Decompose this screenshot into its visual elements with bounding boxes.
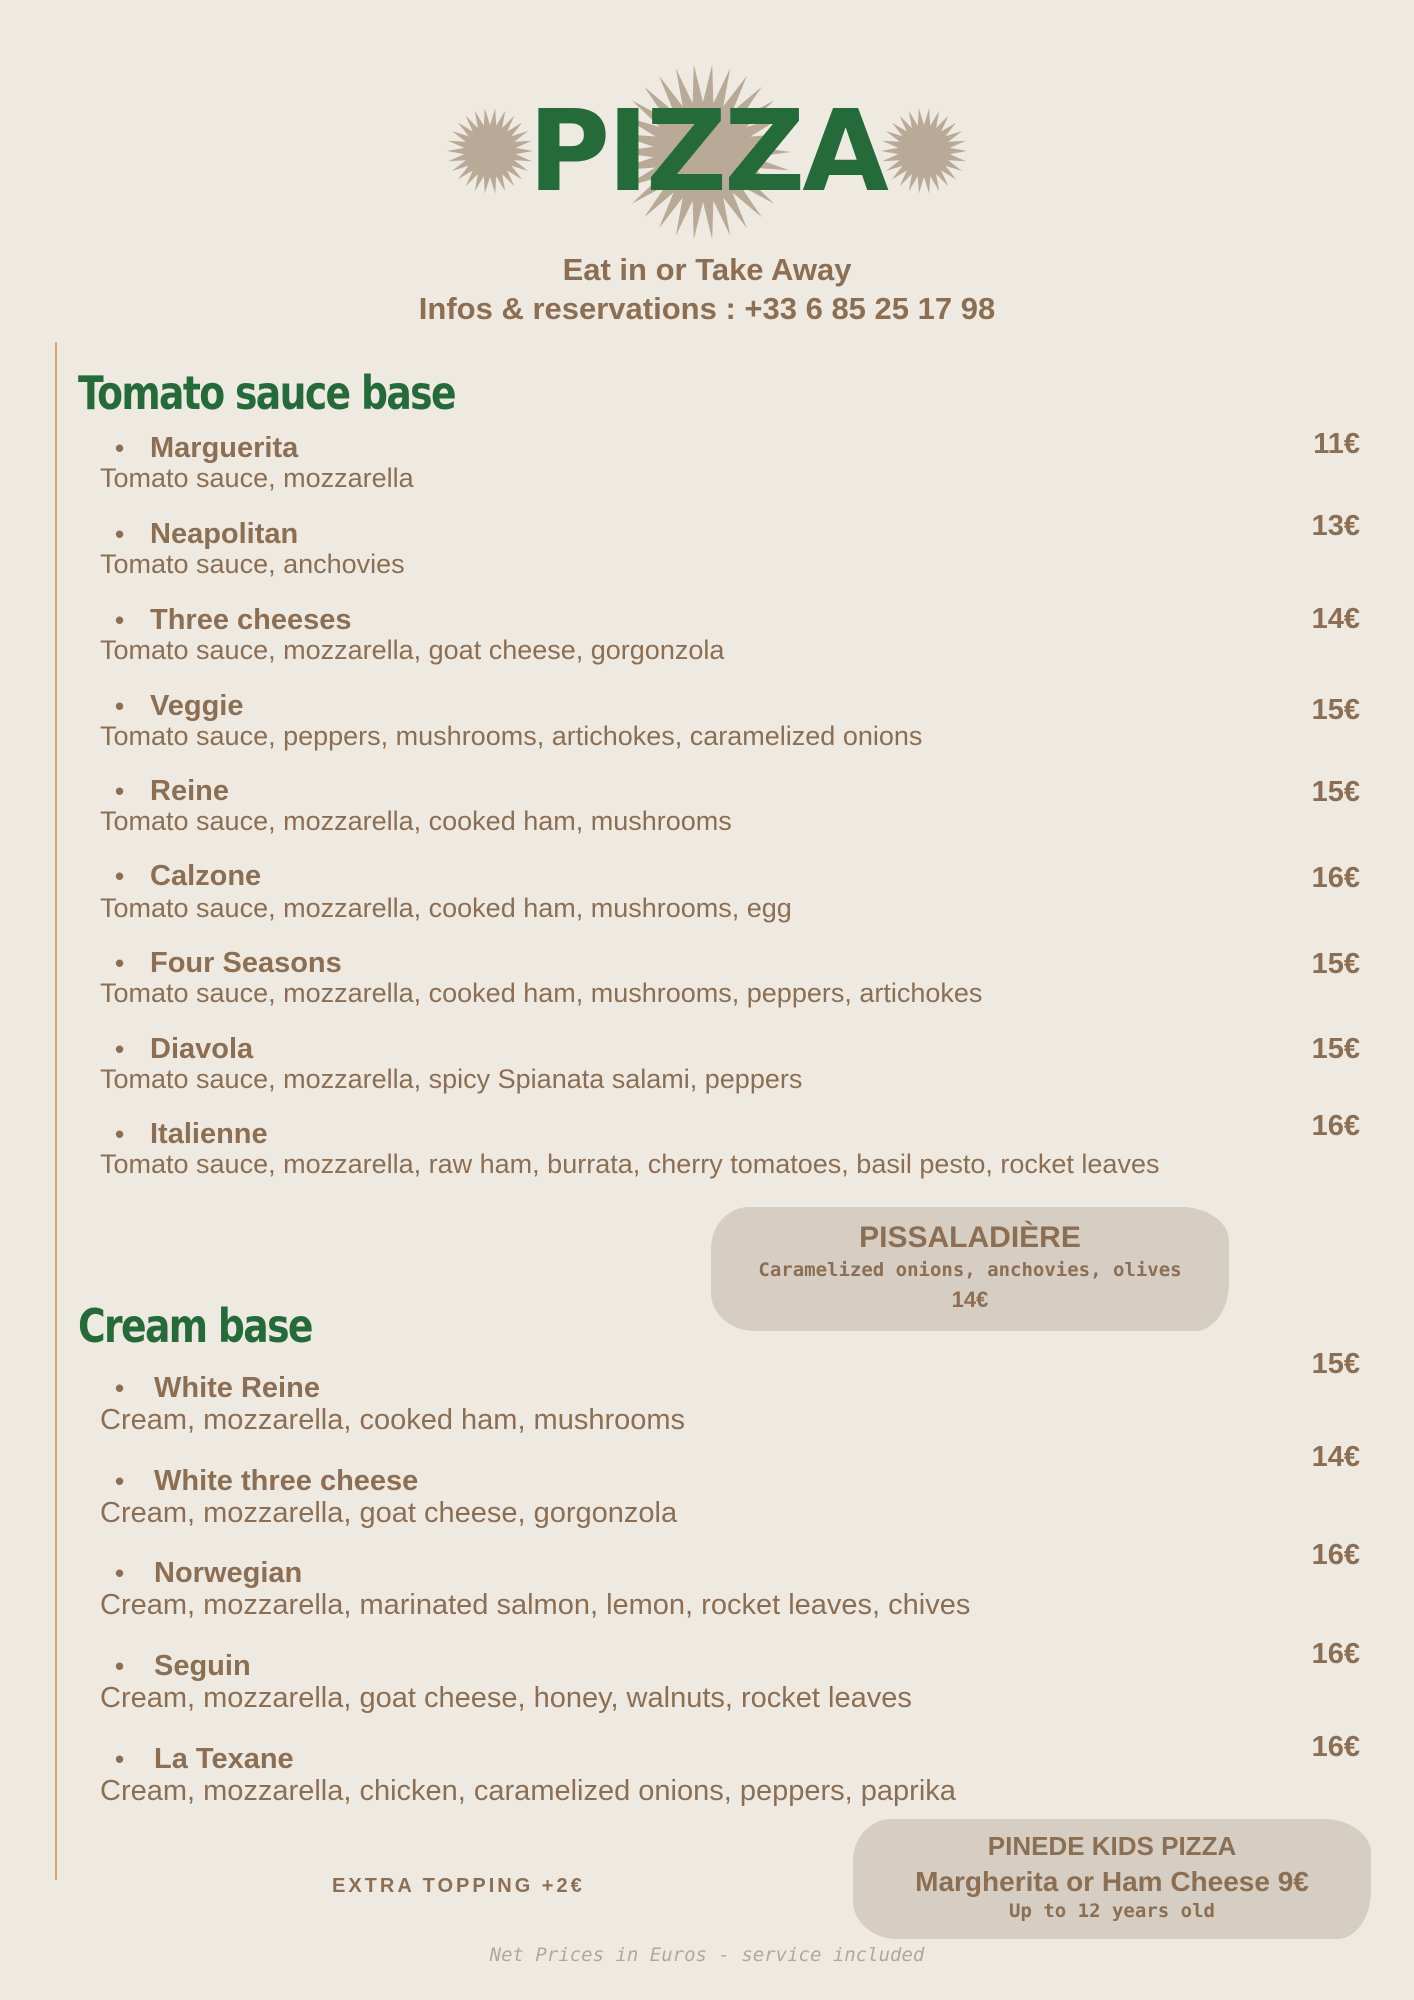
menu-item <box>100 947 1360 1007</box>
item-description: Tomato sauce, mozzarella <box>100 463 414 493</box>
item-description: Cream, mozzarella, goat cheese, honey, walnuts, rocket leaves <box>100 1682 912 1714</box>
item-name: • Reine <box>100 775 1360 807</box>
item-name: • Norwegian <box>100 1557 1360 1589</box>
item-description: Cream, mozzarella, cooked ham, mushrooms <box>100 1404 686 1436</box>
menu-item <box>100 1557 1360 1621</box>
menu-item <box>100 604 1360 664</box>
kids-pizza-callout <box>853 1819 1371 1939</box>
menu-item <box>100 1118 1360 1178</box>
title-block <box>447 60 967 250</box>
menu-item <box>100 1650 1360 1714</box>
item-description: Cream, mozzarella, marinated salmon, lemon, rocket leaves, chives <box>100 1589 971 1621</box>
reservations-info: Infos & reservations : +33 6 85 25 17 98 <box>418 291 996 326</box>
item-price: 15€ <box>1311 776 1360 808</box>
item-description: Tomato sauce, mozzarella, goat cheese, gorgonzola <box>100 635 725 665</box>
kids-pizza-title: PINEDE KIDS PIZZA <box>987 1831 1237 1861</box>
item-name: • Diavola <box>100 1033 1360 1065</box>
kids-pizza-age-note: Up to 12 years old <box>1009 1900 1215 1922</box>
item-name: • Marguerita <box>100 432 1360 464</box>
item-price: 14€ <box>1311 1441 1360 1473</box>
menu-item <box>100 860 1360 922</box>
item-description: Tomato sauce, mozzarella, raw ham, burrata, cherry tomatoes, basil pesto, rocket leaves <box>100 1149 1160 1179</box>
item-price: 16€ <box>1311 862 1360 894</box>
item-name: • Veggie <box>100 690 1360 722</box>
item-price: 15€ <box>1311 948 1360 980</box>
item-name: • Italienne <box>100 1118 1360 1150</box>
item-description: Tomato sauce, mozzarella, spicy Spianata salami, peppers <box>100 1064 803 1094</box>
item-price: 16€ <box>1311 1638 1360 1670</box>
menu-item <box>100 1743 1360 1807</box>
menu-header <box>0 60 1414 328</box>
item-description: Tomato sauce, anchovies <box>100 549 405 579</box>
item-price: 16€ <box>1311 1731 1360 1763</box>
item-price: 13€ <box>1311 510 1360 542</box>
item-price: 15€ <box>1311 694 1360 726</box>
eat-in-take-away: Eat in or Take Away <box>562 252 852 287</box>
pissaladiere-description: Caramelized onions, anchovies, olives <box>758 1259 1182 1281</box>
item-name: • White Reine <box>100 1372 1360 1404</box>
item-name: • Four Seasons <box>100 947 1360 979</box>
item-name: • White three cheese <box>100 1465 1360 1497</box>
item-price: 14€ <box>1311 603 1360 635</box>
extra-topping-note: EXTRA TOPPING +2€ <box>332 1875 585 1897</box>
menu-item <box>100 518 1360 578</box>
item-description: Cream, mozzarella, chicken, caramelized onions, peppers, paprika <box>100 1775 956 1807</box>
item-description: Tomato sauce, mozzarella, cooked ham, mushrooms, egg <box>100 893 792 923</box>
item-description: Tomato sauce, peppers, mushrooms, artichokes, caramelized onions <box>100 721 923 751</box>
kids-pizza-offer: Margherita or Ham Cheese 9€ <box>915 1866 1309 1897</box>
pissaladiere-callout <box>711 1207 1229 1331</box>
section-title-tomato: Tomato sauce base <box>78 366 455 420</box>
item-price: 16€ <box>1311 1539 1360 1571</box>
pissaladiere-price: 14€ <box>951 1287 989 1312</box>
menu-item <box>100 775 1360 835</box>
item-price: 16€ <box>1311 1110 1360 1142</box>
item-price: 15€ <box>1311 1348 1360 1380</box>
accent-divider <box>55 342 57 1880</box>
menu-item <box>100 432 1360 492</box>
menu-item <box>100 1372 1360 1436</box>
item-description: Cream, mozzarella, goat cheese, gorgonzola <box>100 1497 678 1529</box>
item-name: • Seguin <box>100 1650 1360 1682</box>
item-description: Tomato sauce, mozzarella, cooked ham, mushrooms <box>100 806 732 836</box>
pissaladiere-title: PISSALADIÈRE <box>859 1221 1081 1254</box>
section-title-cream: Cream base <box>78 1299 312 1353</box>
item-name: • Three cheeses <box>100 604 1360 636</box>
menu-item <box>100 1465 1360 1529</box>
item-name: • Calzone <box>100 860 1360 892</box>
item-description: Tomato sauce, mozzarella, cooked ham, mushrooms, peppers, artichokes <box>100 978 983 1008</box>
item-price: 11€ <box>1313 428 1360 460</box>
footer-note: Net Prices in Euros - service included <box>489 1944 925 1966</box>
item-price: 15€ <box>1311 1033 1360 1065</box>
menu-item <box>100 690 1360 750</box>
menu-title: PIZZA <box>528 87 886 217</box>
item-name: • La Texane <box>100 1743 1360 1775</box>
menu-item <box>100 1033 1360 1093</box>
item-name: • Neapolitan <box>100 518 1360 550</box>
